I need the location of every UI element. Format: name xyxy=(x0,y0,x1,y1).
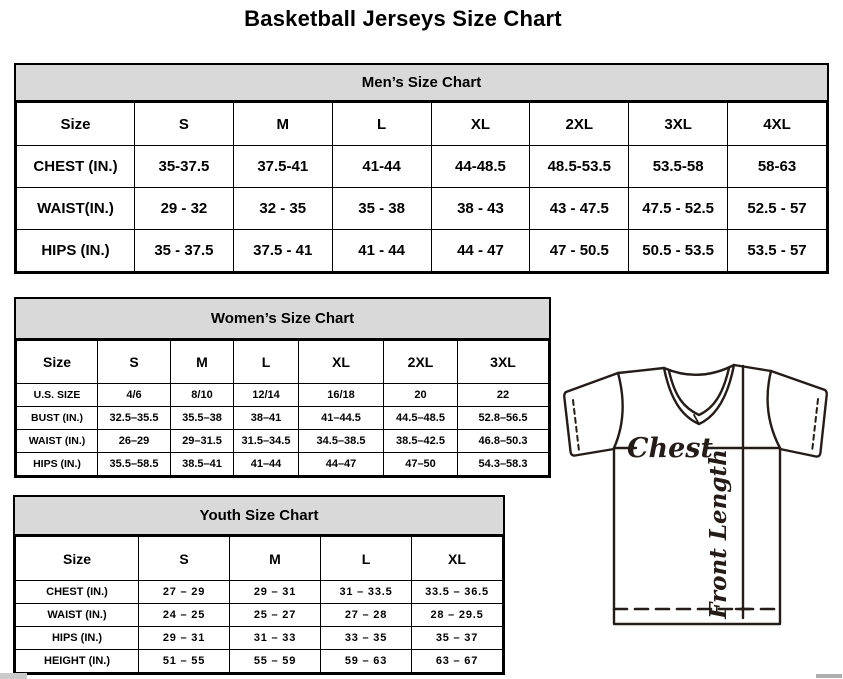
measurement-value-cell: 58-63 xyxy=(728,146,827,188)
measurement-value-cell: 34.5–38.5 xyxy=(299,430,384,453)
measurement-row xyxy=(17,146,827,188)
measurement-value-cell: 55 – 59 xyxy=(230,650,321,673)
measurement-value-cell: 20 xyxy=(384,384,458,407)
size-column-header: 2XL xyxy=(384,341,458,384)
mens-size-table xyxy=(16,102,827,272)
youth-size-chart xyxy=(13,495,505,675)
measurement-value-cell: 52.5 - 57 xyxy=(728,188,827,230)
measurement-value-cell: 47 - 50.5 xyxy=(530,230,629,272)
size-column-header: M xyxy=(230,537,321,581)
measurement-row-label: HIPS (IN.) xyxy=(16,627,139,650)
measurement-value-cell: 50.5 - 53.5 xyxy=(629,230,728,272)
size-header-row xyxy=(17,341,549,384)
measurement-value-cell: 29–31.5 xyxy=(171,430,234,453)
measurement-value-cell: 43 - 47.5 xyxy=(530,188,629,230)
measurement-value-cell: 44–47 xyxy=(299,453,384,476)
measurement-value-cell: 16/18 xyxy=(299,384,384,407)
front-length-measure-label: Front Length xyxy=(705,449,732,619)
measurement-value-cell: 38 - 43 xyxy=(431,188,530,230)
chest-measure-label: Chest xyxy=(627,433,713,464)
measurement-value-cell: 24 – 25 xyxy=(139,604,230,627)
measurement-row xyxy=(16,627,503,650)
measurement-value-cell: 4/6 xyxy=(98,384,171,407)
measurement-row-label: HIPS (IN.) xyxy=(17,453,98,476)
womens-size-chart xyxy=(14,297,551,478)
measurement-row xyxy=(17,230,827,272)
size-column-header: Size xyxy=(16,537,139,581)
measurement-value-cell: 38.5–41 xyxy=(171,453,234,476)
size-header-row xyxy=(16,537,503,581)
measurement-row xyxy=(16,581,503,604)
measurement-value-cell: 41–44 xyxy=(234,453,299,476)
measurement-value-cell: 53.5-58 xyxy=(629,146,728,188)
measurement-row-label: WAIST(IN.) xyxy=(17,188,135,230)
measurement-row xyxy=(17,453,549,476)
measurement-value-cell: 37.5 - 41 xyxy=(233,230,332,272)
measurement-value-cell: 28 – 29.5 xyxy=(412,604,503,627)
measurement-row-label: CHEST (IN.) xyxy=(17,146,135,188)
measurement-value-cell: 38–41 xyxy=(234,407,299,430)
size-column-header: XL xyxy=(412,537,503,581)
size-column-header: Size xyxy=(17,103,135,146)
measurement-value-cell: 44 - 47 xyxy=(431,230,530,272)
mens-size-chart xyxy=(14,63,829,274)
measurement-row-label: HIPS (IN.) xyxy=(17,230,135,272)
measurement-value-cell: 31 – 33.5 xyxy=(321,581,412,604)
measurement-value-cell: 29 - 32 xyxy=(135,188,234,230)
measurement-value-cell: 33 – 35 xyxy=(321,627,412,650)
measurement-row-label: U.S. SIZE xyxy=(17,384,98,407)
size-column-header: 3XL xyxy=(629,103,728,146)
measurement-row-label: WAIST (IN.) xyxy=(17,430,98,453)
measurement-value-cell: 63 – 67 xyxy=(412,650,503,673)
measurement-row-label: BUST (IN.) xyxy=(17,407,98,430)
measurement-row xyxy=(16,604,503,627)
jersey-measurement-diagram xyxy=(556,356,838,648)
measurement-value-cell: 35.5–38 xyxy=(171,407,234,430)
size-column-header: 4XL xyxy=(728,103,827,146)
size-column-header: 3XL xyxy=(458,341,549,384)
measurement-value-cell: 44.5–48.5 xyxy=(384,407,458,430)
measurement-value-cell: 52.8–56.5 xyxy=(458,407,549,430)
measurement-value-cell: 25 – 27 xyxy=(230,604,321,627)
mens-size-chart-title: Men’s Size Chart xyxy=(16,65,827,102)
size-column-header: M xyxy=(233,103,332,146)
measurement-row-label: HEIGHT (IN.) xyxy=(16,650,139,673)
womens-size-table xyxy=(16,340,549,476)
size-column-header: S xyxy=(135,103,234,146)
measurement-value-cell: 32.5–35.5 xyxy=(98,407,171,430)
measurement-row xyxy=(17,188,827,230)
measurement-value-cell: 35 - 38 xyxy=(332,188,431,230)
measurement-row xyxy=(17,430,549,453)
jersey-outline-drawing xyxy=(556,356,838,648)
size-column-header: M xyxy=(171,341,234,384)
measurement-row xyxy=(16,650,503,673)
measurement-value-cell: 27 – 29 xyxy=(139,581,230,604)
measurement-value-cell: 22 xyxy=(458,384,549,407)
measurement-value-cell: 38.5–42.5 xyxy=(384,430,458,453)
measurement-value-cell: 31.5–34.5 xyxy=(234,430,299,453)
size-column-header: S xyxy=(139,537,230,581)
measurement-value-cell: 41–44.5 xyxy=(299,407,384,430)
size-column-header: L xyxy=(332,103,431,146)
measurement-value-cell: 35-37.5 xyxy=(135,146,234,188)
measurement-value-cell: 35 - 37.5 xyxy=(135,230,234,272)
scrollbar-fragment-left xyxy=(0,673,27,679)
scrollbar-fragment-right xyxy=(816,674,842,678)
measurement-value-cell: 47–50 xyxy=(384,453,458,476)
measurement-value-cell: 35.5–58.5 xyxy=(98,453,171,476)
size-column-header: S xyxy=(98,341,171,384)
size-column-header: XL xyxy=(299,341,384,384)
youth-size-table xyxy=(15,536,503,673)
measurement-value-cell: 54.3–58.3 xyxy=(458,453,549,476)
size-column-header: 2XL xyxy=(530,103,629,146)
measurement-value-cell: 44-48.5 xyxy=(431,146,530,188)
measurement-value-cell: 35 – 37 xyxy=(412,627,503,650)
measurement-value-cell: 37.5-41 xyxy=(233,146,332,188)
measurement-value-cell: 53.5 - 57 xyxy=(728,230,827,272)
measurement-row-label: CHEST (IN.) xyxy=(16,581,139,604)
measurement-value-cell: 48.5-53.5 xyxy=(530,146,629,188)
measurement-row xyxy=(17,384,549,407)
measurement-value-cell: 27 – 28 xyxy=(321,604,412,627)
measurement-value-cell: 12/14 xyxy=(234,384,299,407)
measurement-value-cell: 29 – 31 xyxy=(230,581,321,604)
measurement-value-cell: 29 – 31 xyxy=(139,627,230,650)
size-column-header: XL xyxy=(431,103,530,146)
size-column-header: L xyxy=(321,537,412,581)
youth-size-chart-title: Youth Size Chart xyxy=(15,497,503,536)
measurement-value-cell: 32 - 35 xyxy=(233,188,332,230)
measurement-value-cell: 59 – 63 xyxy=(321,650,412,673)
measurement-value-cell: 26–29 xyxy=(98,430,171,453)
page-title: Basketball Jerseys Size Chart xyxy=(244,6,562,31)
size-column-header: Size xyxy=(17,341,98,384)
measurement-row-label: WAIST (IN.) xyxy=(16,604,139,627)
measurement-value-cell: 51 – 55 xyxy=(139,650,230,673)
measurement-value-cell: 41 - 44 xyxy=(332,230,431,272)
measurement-row xyxy=(17,407,549,430)
measurement-value-cell: 31 – 33 xyxy=(230,627,321,650)
measurement-value-cell: 8/10 xyxy=(171,384,234,407)
measurement-value-cell: 33.5 – 36.5 xyxy=(412,581,503,604)
size-column-header: L xyxy=(234,341,299,384)
measurement-value-cell: 46.8–50.3 xyxy=(458,430,549,453)
measurement-value-cell: 41-44 xyxy=(332,146,431,188)
measurement-value-cell: 47.5 - 52.5 xyxy=(629,188,728,230)
womens-size-chart-title: Women’s Size Chart xyxy=(16,299,549,340)
size-header-row xyxy=(17,103,827,146)
